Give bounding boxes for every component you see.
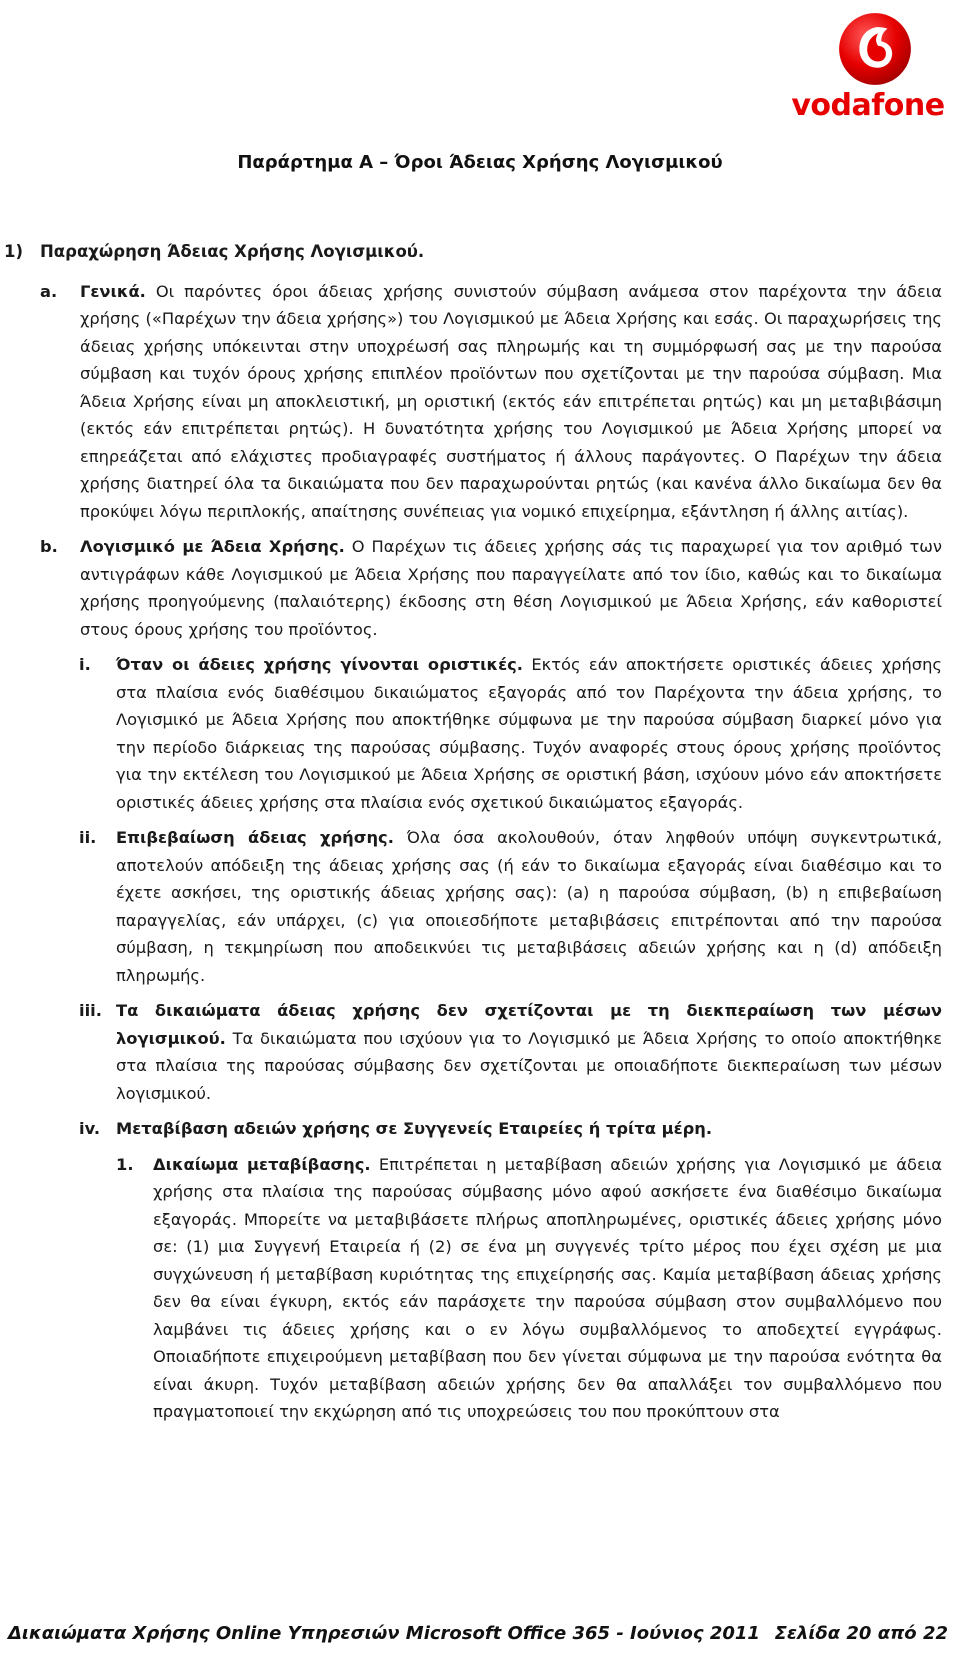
subclause-iv [79, 1115, 942, 1143]
subclause-lead: Μεταβίβαση αδειών χρήσης σε Συγγενείς Εταιρείες ή τρίτα μέρη. [116, 1119, 713, 1138]
page-footer [8, 1623, 948, 1644]
section-number: 1) [4, 242, 24, 261]
subclause-i [79, 651, 942, 816]
subsubclause-1 [116, 1151, 942, 1426]
subclause-text: Τα δικαιώματα που ισχύουν για το Λογισμικό με Άδεια Χρήσης το οποίο αποκτήθηκε στα πλαίσια της παρούσας σύμβασης δεν σχετίζονται με οποιαδήποτε διεκπεραίωση των μέσων λογισμικού. [116, 1028, 942, 1103]
document-title: Παράρτημα Α – Όροι Άδειας Χρήσης Λογισμικού [237, 152, 723, 173]
clause-a [40, 278, 942, 526]
clause-lead: Γενικά. [80, 281, 146, 301]
clause-marker: a. [40, 281, 58, 301]
section-heading [0, 238, 960, 266]
subclause-marker: ii. [79, 828, 97, 847]
clause-text: Οι παρόντες όροι άδειας χρήσης συνιστούν σύμβαση ανάμεσα στον παρέχοντα την άδεια χρήσης («Παρέχων την άδεια χρήσης») του Λογισμικού με Άδεια Χρήσης και εσάς. Οι παραχωρήσεις της άδειας χρήσης υπόκεινται στην υποχρέωσή σας πληρωμής και τη συμμόρφωσή σας με την παρούσα σύμβαση και τυχόν όρους χρήσης επιπλέον προϊόντων που σχετίζονται με την παρούσα σύμβαση. Μια Άδεια Χρήσης είναι μη αποκλειστική, μη οριστική (εκτός εάν επιτρέπεται ρητώς) και μη μεταβιβάσιμη (εκτός εάν επιτρέπεται ρητώς). Η δυνατότητα χρήσης του Λογισμικού με Άδεια Χρήσης μπορεί να επηρεάζεται από ελάχιστες προδιαγραφές συστήματος ή άλλους παράγοντες. Ο Παρέχων την άδεια χρήσης διατηρεί όλα τα δικαιώματα που δεν παραχωρούνται ρητώς (και κανένα άλλο δικαίωμα δεν θα προκύψει λόγω περιπλοκής, απαίτησης συνέπειας για νομικό επιχείρημα, εξάντληση ή άλλης αιτίας). [80, 281, 942, 521]
subclause-text: Όλα όσα ακολουθούν, όταν ληφθούν υπόψη συγκεντρωτικά, αποτελούν απόδειξη της άδειας χρήσης σας (ή εάν το δικαίωμα εξαγοράς είναι διαθέσιμο και το έχετε ασκήσει, της οριστικής άδειας χρήσης σας): (a) η παρούσα σύμβαση, (b) η επιβεβαίωση παραγγελίας, εάν υπάρχει, (c) για οποιεσδήποτε μεταβιβάσεις επιτρέπονται από την παρούσα σύμβαση, η τεκμηρίωση που αποδεικνύει τις μεταβιβάσεις αδειών χρήσης και η (d) απόδειξη πληρωμής. [116, 828, 942, 985]
footer-document-name: Δικαιώματα Χρήσης Online Υπηρεσιών Microsoft Office 365 - Ιούνιος 2011 [8, 1623, 760, 1644]
subsubclause-text: Επιτρέπεται η μεταβίβαση αδειών χρήσης για Λογισμικό με άδεια χρήσης στα πλαίσια της παρούσας σύμβασης μόνο αφού ασκήσετε ένα διαθέσιμο δικαίωμα εξαγοράς. Μπορείτε να μεταβιβάσετε πλήρως αποπληρωμένες, οριστικές άδειες χρήσης μόνο σε: (1) μια Συγγενή Εταιρεία ή (2) σε ένα μη συγγενές τρίτο μέρος που έχει σχέση με μια συγχώνευση ή μεταβίβαση κυριότητας της επιχείρησής σας. Καμία μεταβίβαση άδειας χρήσης δεν θα είναι έγκυρη, εκτός εάν παράσχετε την παρούσα σύμβαση στον συμβαλλόμενο που λαμβάνει τις άδειες χρήσης και ο εν λόγω συμβαλλόμενος το αποδεχτεί εγγράφως. Οποιαδήποτε επιχειρούμενη μεταβίβαση που δεν γίνεται σύμφωνα με την παρούσα ενότητα θα είναι άκυρη. Τυχόν μεταβίβαση αδειών χρήσης δεν θα απαλλάξει τον συμβαλλόμενο που πραγματοποιεί την εκχώρηση από τις υποχρεώσεις του που προκύπτουν στα [153, 1154, 942, 1421]
clause-marker: b. [40, 537, 58, 556]
subclause-marker: i. [79, 655, 91, 674]
subsubclause-marker: 1. [116, 1154, 134, 1174]
subclause-lead: Όταν οι άδειες χρήσης γίνονται οριστικές. [116, 655, 523, 674]
subclause-ii [79, 824, 942, 989]
vodafone-speechmark-icon [836, 10, 914, 88]
document-body [0, 238, 960, 1434]
subclause-marker: iv. [79, 1119, 101, 1138]
subclause-iii [79, 997, 942, 1107]
clause-b [40, 533, 942, 643]
subsubclause-lead: Δικαίωμα μεταβίβασης. [153, 1154, 371, 1174]
clause-text: Ο Παρέχων τις άδειες χρήσης σάς τις παραχωρεί για τον αριθμό των αντιγράφων κάθε Λογισμικού με Άδεια Χρήσης που παραγγείλατε από τον ίδιο, καθώς και το δικαίωμα χρήσης προηγούμενης (παλαιότερης) έκδοσης στη θέση Λογισμικού με Άδεια Χρήσης, εάν καθοριστεί στους όρους χρήσης του προϊόντος. [80, 537, 942, 639]
subclause-marker: iii. [79, 1001, 102, 1020]
section-heading-text: Παραχώρηση Άδειας Χρήσης Λογισμικού. [40, 242, 425, 261]
subclause-lead: Επιβεβαίωση άδειας χρήσης. [116, 828, 394, 847]
clause-lead: Λογισμικό με Άδεια Χρήσης. [80, 537, 345, 556]
vodafone-logo [788, 10, 948, 125]
vodafone-wordmark: vodafone [791, 88, 945, 123]
footer-page-number: Σελίδα 20 από 22 [774, 1623, 948, 1644]
subclause-text: Εκτός εάν αποκτήσετε οριστικές άδειες χρήσης στα πλαίσια ενός διαθέσιμου δικαιώματος εξαγοράς από τον Παρέχοντα την άδεια χρήσης, το Λογισμικό με Άδεια Χρήσης που αποκτήθηκε σύμφωνα με την παρούσα σύμβαση διαρκεί μόνο για την περίοδο διάρκειας της παρούσας σύμβασης. Τυχόν αναφορές στους όρους χρήσης προϊόντος για την εκτέλεση του Λογισμικού με Άδεια Χρήσης σε οριστική βάση, ισχύουν μόνο εάν αποκτήσετε οριστικές άδειες χρήσης στα πλαίσια ενός σχετικού δικαιώματος εξαγοράς. [116, 655, 942, 812]
subclause-lead: Τα δικαιώματα άδειας χρήσης δεν σχετίζονται με τη διεκπεραίωση των μέσων λογισμικού. [116, 1001, 942, 1048]
